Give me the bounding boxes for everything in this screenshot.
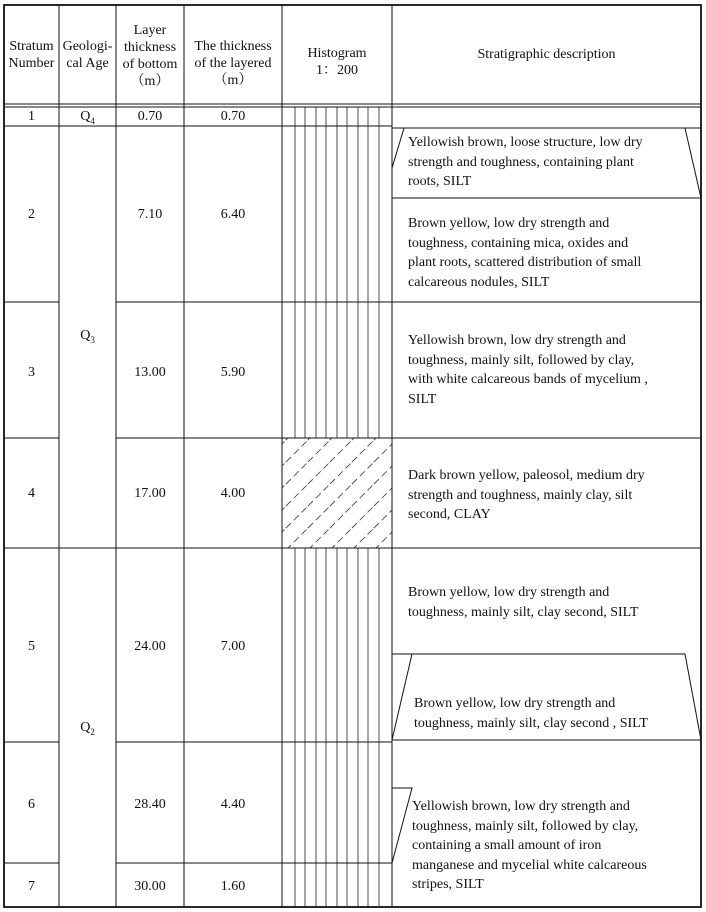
row-3-bottom: 13.00 — [134, 365, 166, 380]
row-1-bottom: 0.70 — [137, 109, 163, 124]
histogram-clay-hatch — [282, 438, 392, 548]
row-6-bottom: 28.40 — [134, 797, 166, 812]
age-q2: $Q_2$ — [80, 720, 95, 737]
boundary-6-7 — [392, 788, 412, 863]
header-layer-bottom: Layer thickness of bottom （m） — [122, 23, 178, 89]
row-3-number: 3 — [28, 365, 35, 380]
row-2-number: 2 — [28, 207, 35, 222]
header-histogram: Histogram 1：200 — [307, 46, 367, 78]
row-3-layered: 5.90 — [220, 365, 246, 380]
row-6-layered: 4.40 — [220, 797, 246, 812]
row-4-bottom: 17.00 — [134, 486, 166, 501]
row-5-layered: 7.00 — [220, 639, 246, 654]
row-2-layered: 6.40 — [220, 207, 246, 222]
row-5-bottom: 24.00 — [134, 639, 166, 654]
description-layer-2: Brown yellow, low dry strength and toughness, containing mica, oxides and plant roots, scattered distribution of small calcareous nodules, SILT — [408, 216, 642, 290]
header-layered-thickness: The thickness of the layered （m） — [194, 39, 272, 88]
description-layer-3: Yellowish brown, low dry strength and toughness, mainly silt, followed by clay, with white calcareous bands of mycelium , SILT — [408, 333, 648, 407]
row-4-layered: 4.00 — [220, 486, 246, 501]
row-4-number: 4 — [28, 486, 35, 501]
row-1-number: 1 — [28, 109, 35, 124]
histogram-silt-lower — [295, 548, 379, 907]
age-q4: $Q_4$ — [80, 109, 95, 126]
row-7-bottom: 30.00 — [134, 879, 166, 894]
description-layer-7: Yellowish brown, low dry strength and toughness, mainly silt, followed by clay, containing a small amount of iron manganese and mycelial white calcareous stripes, SILT — [412, 799, 647, 892]
row-1-layered: 0.70 — [220, 109, 246, 124]
histogram-silt-upper — [295, 107, 379, 438]
row-6-number: 6 — [28, 797, 35, 812]
header-stratum-number: Stratum Number — [8, 39, 55, 71]
header-description: Stratigraphic description — [477, 47, 616, 62]
row-7-number: 7 — [28, 879, 35, 894]
description-layer-5: Brown yellow, low dry strength and toughness, mainly silt, clay second, SILT — [408, 585, 639, 620]
description-layer-4: Dark brown yellow, paleosol, medium dry strength and toughness, mainly clay, silt second, CLAY — [408, 468, 645, 522]
row-7-layered: 1.60 — [220, 879, 246, 894]
boundary-1-2 — [392, 128, 404, 198]
header-geological-age: Geologi- cal Age — [62, 39, 113, 71]
description-layer-1: Yellowish brown, loose structure, low dry strength and toughness, containing plant roots, SILT — [408, 135, 643, 189]
row-5-number: 5 — [28, 639, 35, 654]
row-2-bottom: 7.10 — [137, 207, 163, 222]
age-q3: $Q_3$ — [80, 328, 95, 345]
description-layer-6: Brown yellow, low dry strength and toughness, mainly silt, clay second , SILT — [414, 696, 648, 731]
